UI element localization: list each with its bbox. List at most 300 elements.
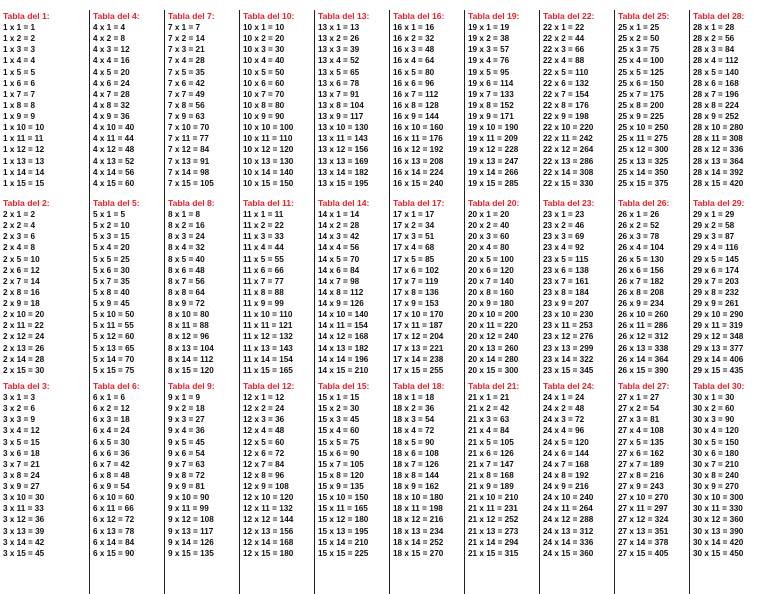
table-row: 30 x 2 = 60 (693, 404, 735, 414)
multiplication-table (393, 197, 465, 376)
table-row: 27 x 12 = 324 (618, 515, 669, 525)
multiplication-table (543, 10, 615, 189)
table-title: Tabla del 3: (3, 381, 50, 391)
table-row: 27 x 8 = 216 (618, 470, 664, 480)
table-row: 27 x 1 = 27 (618, 393, 660, 402)
table-row: 1 x 5 = 5 (3, 67, 36, 77)
table-row: 2 x 6 = 12 (3, 265, 40, 275)
table-row: 4 x 15 = 60 (93, 178, 135, 188)
table-row: 4 x 12 = 48 (93, 145, 135, 155)
table-row: 22 x 5 = 110 (543, 67, 589, 77)
table-row: 24 x 10 = 240 (543, 493, 594, 503)
table-row: 5 x 7 = 35 (93, 276, 130, 286)
table-row: 16 x 1 = 16 (393, 23, 435, 32)
table-row: 19 x 12 = 228 (468, 145, 519, 155)
table-row: 29 x 4 = 116 (693, 243, 739, 253)
table-row: 17 x 11 = 187 (393, 321, 443, 331)
table-row: 1 x 13 = 13 (3, 156, 45, 166)
table-row: 5 x 5 = 25 (93, 254, 130, 264)
table-row: 17 x 2 = 34 (393, 221, 435, 231)
table-row: 30 x 7 = 210 (693, 459, 739, 469)
table-row: 22 x 13 = 286 (543, 156, 594, 166)
table-row: 17 x 6 = 102 (393, 265, 439, 275)
table-row: 20 x 5 = 100 (468, 254, 514, 264)
table-row: 16 x 5 = 80 (393, 67, 435, 77)
table-row: 11 x 4 = 44 (243, 243, 284, 253)
table-row: 26 x 4 = 104 (618, 243, 664, 253)
table-row: 28 x 12 = 336 (693, 145, 744, 155)
table-row: 18 x 12 = 216 (393, 515, 444, 525)
table-row: 28 x 15 = 420 (693, 178, 744, 188)
table-row: 2 x 9 = 18 (3, 299, 40, 308)
table-row: 22 x 2 = 44 (543, 34, 585, 44)
table-row: 3 x 14 = 42 (3, 537, 45, 547)
table-row: 5 x 1 = 5 (93, 210, 126, 219)
table-row: 12 x 10 = 120 (243, 493, 294, 503)
table-row: 30 x 4 = 120 (693, 426, 739, 436)
table-row: 7 x 10 = 70 (168, 123, 210, 133)
table-row: 17 x 8 = 136 (393, 287, 439, 297)
table-row: 14 x 5 = 70 (318, 254, 360, 264)
table-row: 28 x 9 = 252 (693, 112, 739, 121)
multiplication-table (93, 10, 165, 189)
table-row: 6 x 4 = 24 (93, 426, 130, 436)
table-row: 24 x 4 = 96 (543, 426, 585, 436)
table-row: 14 x 6 = 84 (318, 265, 360, 275)
table-row: 17 x 15 = 255 (393, 365, 444, 375)
table-row: 21 x 6 = 126 (468, 448, 514, 458)
table-row: 8 x 13 = 104 (168, 343, 214, 353)
table-row: 24 x 15 = 360 (543, 548, 594, 558)
table-row: 12 x 13 = 156 (243, 526, 294, 536)
table-row: 16 x 14 = 224 (393, 167, 444, 177)
table-row: 11 x 9 = 99 (243, 299, 284, 308)
table-row: 19 x 7 = 133 (468, 89, 514, 99)
table-row: 12 x 7 = 84 (243, 459, 285, 469)
table-row: 8 x 6 = 48 (168, 265, 205, 275)
table-row: 14 x 9 = 126 (318, 299, 364, 308)
table-row: 19 x 6 = 114 (468, 78, 514, 88)
table-row: 19 x 15 = 285 (468, 178, 519, 188)
table-row: 11 x 7 = 77 (243, 276, 284, 286)
table-row: 25 x 11 = 275 (618, 134, 668, 144)
table-row: 28 x 1 = 28 (693, 23, 735, 32)
table-row: 12 x 3 = 36 (243, 415, 285, 425)
multiplication-table (318, 10, 390, 189)
table-row: 21 x 12 = 252 (468, 515, 519, 525)
table-row: 16 x 9 = 144 (393, 112, 439, 121)
table-row: 18 x 14 = 252 (393, 537, 444, 547)
table-row: 23 x 6 = 138 (543, 265, 589, 275)
table-row: 23 x 11 = 253 (543, 321, 593, 331)
table-row: 27 x 11 = 297 (618, 504, 668, 514)
table-row: 22 x 4 = 88 (543, 56, 585, 66)
table-row: 9 x 12 = 108 (168, 515, 214, 525)
table-row: 24 x 14 = 336 (543, 537, 594, 547)
table-row: 30 x 1 = 30 (693, 393, 735, 402)
table-row: 11 x 12 = 132 (243, 332, 293, 342)
table-row: 1 x 2 = 2 (3, 34, 36, 44)
table-row: 9 x 9 = 81 (168, 482, 205, 491)
table-row: 3 x 12 = 36 (3, 515, 45, 525)
multiplication-table (543, 197, 615, 376)
table-row: 9 x 8 = 72 (168, 470, 205, 480)
table-row: 9 x 7 = 63 (168, 459, 205, 469)
table-row: 30 x 10 = 300 (693, 493, 744, 503)
table-row: 25 x 6 = 150 (618, 78, 664, 88)
table-row: 16 x 7 = 112 (393, 89, 439, 99)
table-row: 12 x 9 = 108 (243, 482, 289, 491)
table-row: 23 x 9 = 207 (543, 299, 589, 308)
table-row: 7 x 8 = 56 (168, 100, 205, 110)
table-row: 11 x 5 = 55 (243, 254, 284, 264)
table-row: 28 x 8 = 224 (693, 100, 739, 110)
table-row: 7 x 6 = 42 (168, 78, 205, 88)
table-row: 5 x 4 = 20 (93, 243, 130, 253)
table-row: 5 x 15 = 75 (93, 365, 135, 375)
table-row: 17 x 3 = 51 (393, 232, 435, 242)
table-row: 18 x 8 = 144 (393, 470, 439, 480)
table-row: 25 x 5 = 125 (618, 67, 664, 77)
table-title: Tabla del 2: (3, 198, 50, 208)
multiplication-table (468, 10, 540, 189)
table-row: 14 x 10 = 140 (318, 310, 369, 320)
table-row: 10 x 10 = 100 (243, 123, 294, 133)
table-row: 3 x 11 = 33 (3, 504, 44, 514)
table-row: 11 x 8 = 88 (243, 287, 284, 297)
table-row: 17 x 13 = 221 (393, 343, 444, 353)
table-row: 12 x 11 = 132 (243, 504, 293, 514)
table-row: 15 x 9 = 135 (318, 482, 364, 491)
table-row: 25 x 2 = 50 (618, 34, 660, 44)
table-title: Tabla del 13: (318, 11, 370, 21)
table-row: 7 x 9 = 63 (168, 112, 205, 121)
table-row: 20 x 4 = 80 (468, 243, 510, 253)
table-row: 21 x 1 = 21 (468, 393, 510, 402)
table-row: 23 x 13 = 299 (543, 343, 594, 353)
table-row: 15 x 7 = 105 (318, 459, 364, 469)
table-row: 8 x 3 = 24 (168, 232, 205, 242)
table-row: 20 x 13 = 260 (468, 343, 519, 353)
table-row: 10 x 5 = 50 (243, 67, 285, 77)
table-row: 20 x 6 = 120 (468, 265, 514, 275)
table-row: 12 x 5 = 60 (243, 437, 285, 447)
table-row: 18 x 2 = 36 (393, 404, 435, 414)
multiplication-table (693, 380, 765, 559)
table-row: 29 x 2 = 58 (693, 221, 735, 231)
table-row: 4 x 3 = 12 (93, 45, 130, 55)
table-row: 23 x 4 = 92 (543, 243, 585, 253)
table-row: 25 x 13 = 325 (618, 156, 669, 166)
table-row: 10 x 12 = 120 (243, 145, 294, 155)
table-row: 2 x 14 = 28 (3, 354, 45, 364)
table-row: 26 x 6 = 156 (618, 265, 664, 275)
multiplication-table (693, 197, 765, 376)
table-row: 29 x 15 = 435 (693, 365, 744, 375)
table-row: 5 x 11 = 55 (93, 321, 134, 331)
multiplication-table (168, 197, 240, 376)
table-column (314, 10, 390, 594)
table-row: 19 x 11 = 209 (468, 134, 518, 144)
table-row: 21 x 8 = 168 (468, 470, 514, 480)
table-row: 6 x 3 = 18 (93, 415, 130, 425)
table-row: 3 x 15 = 45 (3, 548, 45, 558)
table-row: 20 x 8 = 160 (468, 287, 514, 297)
multiplication-table (93, 197, 165, 376)
table-row: 28 x 4 = 112 (693, 56, 739, 66)
table-title: Tabla del 4: (93, 11, 140, 21)
table-row: 4 x 6 = 24 (93, 78, 130, 88)
table-row: 17 x 1 = 17 (393, 210, 435, 219)
table-row: 5 x 14 = 70 (93, 354, 135, 364)
table-row: 8 x 2 = 16 (168, 221, 205, 231)
table-row: 13 x 15 = 195 (318, 178, 369, 188)
table-row: 27 x 13 = 351 (618, 526, 669, 536)
table-row: 11 x 11 = 121 (243, 321, 293, 331)
table-row: 19 x 13 = 247 (468, 156, 519, 166)
table-row: 5 x 8 = 40 (93, 287, 130, 297)
table-row: 26 x 1 = 26 (618, 210, 660, 219)
table-row: 24 x 12 = 288 (543, 515, 594, 525)
table-row: 30 x 5 = 150 (693, 437, 739, 447)
table-row: 1 x 9 = 9 (3, 112, 36, 121)
table-row: 29 x 13 = 377 (693, 343, 744, 353)
table-row: 7 x 13 = 91 (168, 156, 210, 166)
table-column (0, 10, 75, 594)
table-row: 21 x 15 = 315 (468, 548, 519, 558)
table-row: 29 x 9 = 261 (693, 299, 739, 308)
table-row: 20 x 2 = 40 (468, 221, 510, 231)
table-row: 13 x 12 = 156 (318, 145, 369, 155)
table-row: 21 x 3 = 63 (468, 415, 510, 425)
table-row: 24 x 2 = 48 (543, 404, 585, 414)
table-row: 18 x 5 = 90 (393, 437, 435, 447)
table-row: 16 x 8 = 128 (393, 100, 439, 110)
table-row: 4 x 4 = 16 (93, 56, 130, 66)
table-row: 1 x 7 = 7 (3, 89, 36, 99)
table-row: 4 x 13 = 52 (93, 156, 135, 166)
table-row: 19 x 10 = 190 (468, 123, 519, 133)
table-row: 1 x 4 = 4 (3, 56, 36, 66)
table-row: 21 x 13 = 273 (468, 526, 519, 536)
table-title: Tabla del 28: (693, 11, 745, 21)
multiplication-table (468, 380, 540, 559)
multiplication-table (468, 197, 540, 376)
table-row: 25 x 14 = 350 (618, 167, 669, 177)
table-row: 7 x 14 = 98 (168, 167, 210, 177)
table-row: 26 x 15 = 390 (618, 365, 669, 375)
table-row: 29 x 6 = 174 (693, 265, 739, 275)
table-row: 8 x 9 = 72 (168, 299, 205, 308)
table-row: 21 x 14 = 294 (468, 537, 519, 547)
table-row: 3 x 5 = 15 (3, 437, 40, 447)
table-row: 1 x 6 = 6 (3, 78, 36, 88)
table-title: Tabla del 15: (318, 381, 370, 391)
table-row: 13 x 13 = 169 (318, 156, 369, 166)
table-row: 30 x 8 = 240 (693, 470, 739, 480)
table-row: 27 x 5 = 135 (618, 437, 664, 447)
table-row: 23 x 15 = 345 (543, 365, 594, 375)
table-row: 11 x 10 = 110 (243, 310, 293, 320)
table-row: 1 x 1 = 1 (3, 23, 36, 32)
table-row: 2 x 3 = 6 (3, 232, 36, 242)
table-row: 16 x 6 = 96 (393, 78, 435, 88)
table-row: 6 x 12 = 72 (93, 515, 135, 525)
table-row: 2 x 15 = 30 (3, 365, 45, 375)
table-row: 1 x 11 = 11 (3, 134, 44, 144)
table-row: 19 x 3 = 57 (468, 45, 510, 55)
table-row: 3 x 9 = 27 (3, 482, 40, 491)
table-row: 14 x 11 = 154 (318, 321, 368, 331)
table-row: 24 x 1 = 24 (543, 393, 585, 402)
table-row: 28 x 2 = 56 (693, 34, 735, 44)
table-row: 16 x 15 = 240 (393, 178, 444, 188)
table-row: 4 x 14 = 56 (93, 167, 135, 177)
table-row: 21 x 9 = 189 (468, 482, 514, 491)
table-row: 9 x 4 = 36 (168, 426, 205, 436)
table-row: 27 x 7 = 189 (618, 459, 664, 469)
table-row: 25 x 15 = 375 (618, 178, 669, 188)
table-row: 14 x 1 = 14 (318, 210, 360, 219)
table-row: 11 x 13 = 143 (243, 343, 293, 353)
table-row: 12 x 12 = 144 (243, 515, 294, 525)
multiplication-table (168, 10, 240, 189)
table-row: 5 x 10 = 50 (93, 310, 135, 320)
table-row: 26 x 8 = 208 (618, 287, 664, 297)
table-row: 20 x 9 = 180 (468, 299, 514, 308)
table-row: 29 x 11 = 319 (693, 321, 743, 331)
table-row: 17 x 14 = 238 (393, 354, 444, 364)
table-row: 6 x 9 = 54 (93, 482, 130, 491)
table-column (539, 10, 615, 594)
table-title: Tabla del 19: (468, 11, 520, 21)
multiplication-table (618, 380, 690, 559)
table-row: 24 x 3 = 72 (543, 415, 585, 425)
table-column (164, 10, 240, 594)
table-title: Tabla del 12: (243, 381, 295, 391)
table-row: 22 x 12 = 264 (543, 145, 594, 155)
multiplication-tables-sheet (0, 10, 768, 594)
table-row: 3 x 4 = 12 (3, 426, 40, 436)
table-row: 22 x 8 = 176 (543, 100, 589, 110)
table-row: 13 x 7 = 91 (318, 89, 360, 99)
table-row: 11 x 6 = 66 (243, 265, 284, 275)
table-row: 29 x 10 = 290 (693, 310, 744, 320)
table-row: 9 x 3 = 27 (168, 415, 205, 425)
table-row: 7 x 2 = 14 (168, 34, 205, 44)
table-row: 5 x 13 = 65 (93, 343, 135, 353)
table-row: 15 x 8 = 120 (318, 470, 364, 480)
table-row: 6 x 2 = 12 (93, 404, 130, 414)
table-row: 9 x 6 = 54 (168, 448, 205, 458)
table-row: 1 x 8 = 8 (3, 100, 36, 110)
table-row: 9 x 11 = 99 (168, 504, 209, 514)
table-row: 28 x 6 = 168 (693, 78, 739, 88)
table-row: 14 x 15 = 210 (318, 365, 369, 375)
table-row: 25 x 3 = 75 (618, 45, 660, 55)
table-row: 21 x 5 = 105 (468, 437, 514, 447)
table-column (89, 10, 165, 594)
table-row: 9 x 5 = 45 (168, 437, 205, 447)
table-column (239, 10, 315, 594)
table-row: 13 x 4 = 52 (318, 56, 360, 66)
table-row: 8 x 10 = 80 (168, 310, 210, 320)
table-row: 20 x 11 = 220 (468, 321, 518, 331)
table-row: 2 x 4 = 8 (3, 243, 36, 253)
table-row: 28 x 3 = 84 (693, 45, 735, 55)
multiplication-table (168, 380, 240, 559)
table-row: 24 x 5 = 120 (543, 437, 589, 447)
table-row: 19 x 1 = 19 (468, 23, 510, 32)
table-row: 28 x 10 = 280 (693, 123, 744, 133)
table-row: 19 x 9 = 171 (468, 112, 514, 121)
table-row: 22 x 9 = 198 (543, 112, 589, 121)
table-row: 21 x 10 = 210 (468, 493, 519, 503)
table-row: 8 x 1 = 8 (168, 210, 201, 219)
table-row: 7 x 5 = 35 (168, 67, 205, 77)
table-row: 15 x 4 = 60 (318, 426, 360, 436)
table-row: 25 x 1 = 25 (618, 23, 660, 32)
table-row: 2 x 1 = 2 (3, 210, 36, 219)
table-row: 10 x 7 = 70 (243, 89, 285, 99)
table-row: 30 x 13 = 390 (693, 526, 744, 536)
table-row: 9 x 1 = 9 (168, 393, 201, 402)
table-row: 10 x 4 = 40 (243, 56, 285, 66)
table-row: 8 x 11 = 88 (168, 321, 209, 331)
table-row: 28 x 11 = 308 (693, 134, 743, 144)
table-row: 23 x 3 = 69 (543, 232, 585, 242)
table-row: 16 x 13 = 208 (393, 156, 444, 166)
table-row: 8 x 7 = 56 (168, 276, 205, 286)
table-row: 13 x 9 = 117 (318, 112, 364, 121)
table-row: 9 x 14 = 126 (168, 537, 214, 547)
table-row: 2 x 10 = 20 (3, 310, 45, 320)
table-row: 26 x 9 = 234 (618, 299, 664, 308)
table-row: 10 x 11 = 110 (243, 134, 293, 144)
table-row: 30 x 3 = 90 (693, 415, 735, 425)
table-row: 24 x 8 = 192 (543, 470, 589, 480)
table-row: 24 x 9 = 216 (543, 482, 589, 491)
table-row: 25 x 4 = 100 (618, 56, 664, 66)
table-title: Tabla del 29: (693, 198, 745, 208)
table-row: 7 x 12 = 84 (168, 145, 210, 155)
table-row: 30 x 6 = 180 (693, 448, 739, 458)
table-row: 3 x 10 = 30 (3, 493, 45, 503)
table-row: 19 x 4 = 76 (468, 56, 510, 66)
table-row: 2 x 12 = 24 (3, 332, 45, 342)
table-row: 21 x 4 = 84 (468, 426, 510, 436)
table-row: 19 x 5 = 95 (468, 67, 510, 77)
table-column (614, 10, 690, 594)
table-row: 3 x 6 = 18 (3, 448, 40, 458)
table-column (464, 10, 540, 594)
table-title: Tabla del 16: (393, 11, 445, 21)
table-row: 6 x 11 = 66 (93, 504, 134, 514)
table-row: 19 x 8 = 152 (468, 100, 514, 110)
table-row: 8 x 15 = 120 (168, 365, 214, 375)
table-row: 18 x 9 = 162 (393, 482, 439, 491)
table-row: 15 x 13 = 195 (318, 526, 369, 536)
table-row: 30 x 9 = 270 (693, 482, 739, 491)
table-row: 30 x 14 = 420 (693, 537, 744, 547)
table-row: 3 x 2 = 6 (3, 404, 36, 414)
table-row: 11 x 1 = 11 (243, 210, 284, 219)
table-row: 11 x 2 = 22 (243, 221, 284, 231)
table-row: 20 x 7 = 140 (468, 276, 514, 286)
multiplication-table (243, 197, 315, 376)
table-row: 18 x 10 = 180 (393, 493, 444, 503)
table-row: 9 x 2 = 18 (168, 404, 205, 414)
